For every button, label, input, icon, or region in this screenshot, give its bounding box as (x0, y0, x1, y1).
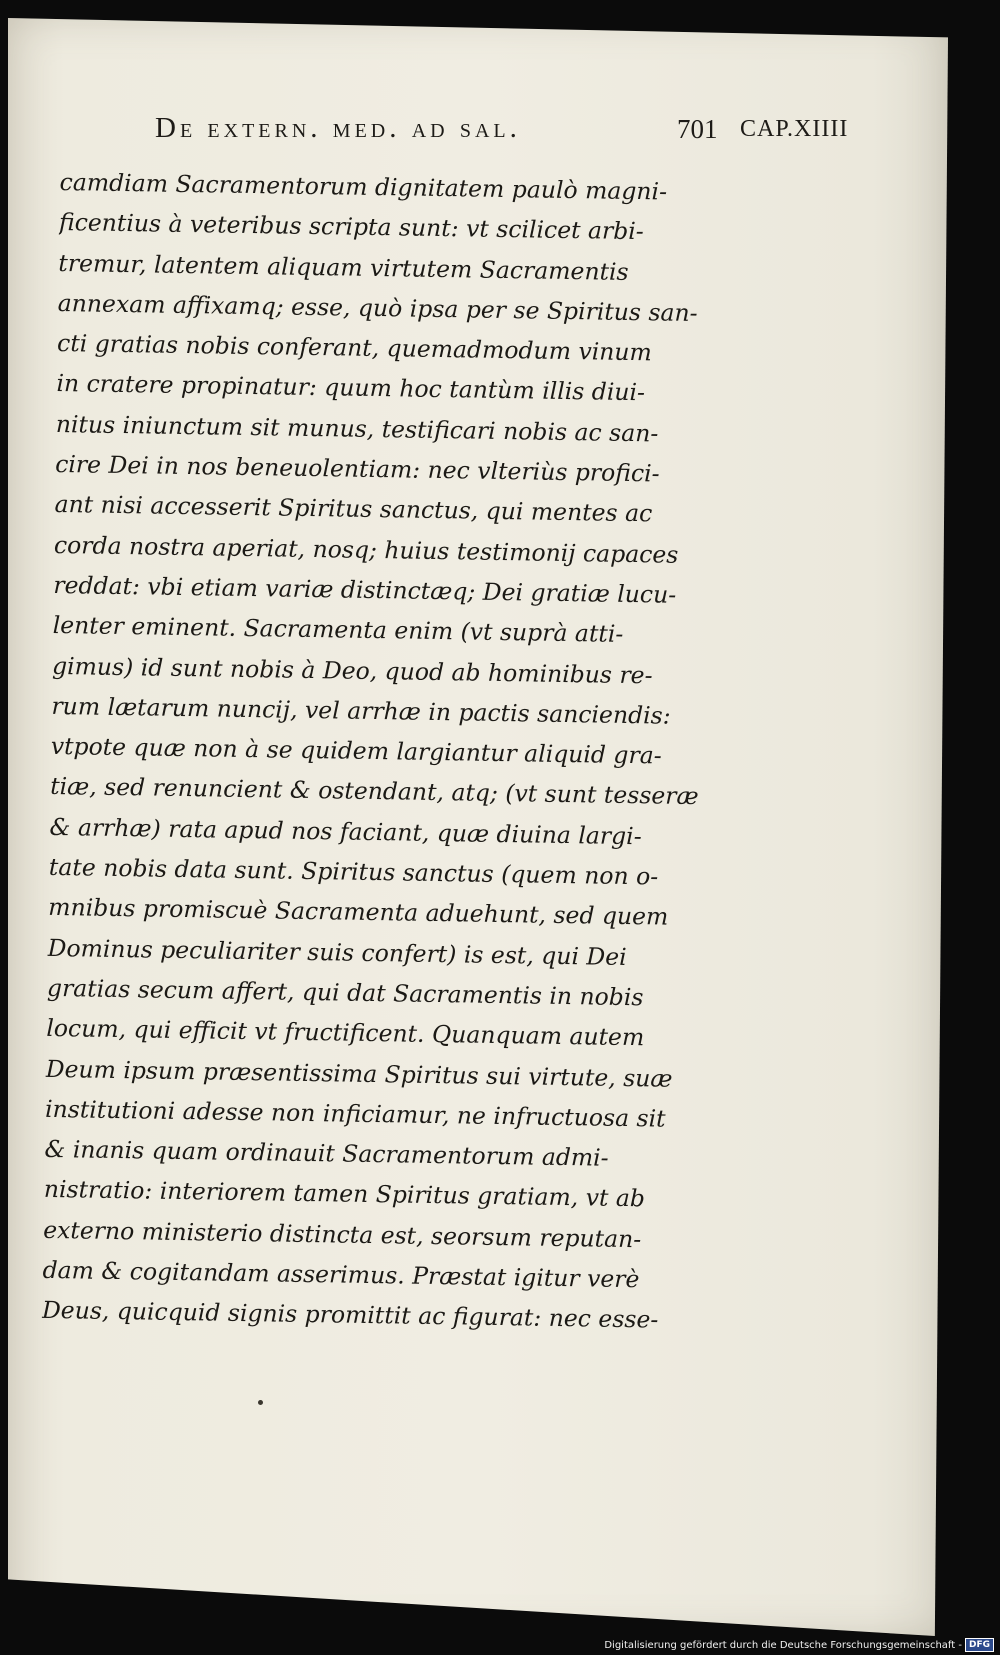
text-line: tiæ, sed renuncient & ostendant, atq; (vt sunt tesseræ (49, 772, 699, 811)
text-line: vtpote quæ non à se quidem largiantur aliquid gra- (50, 732, 662, 770)
dfg-logo: DFG (965, 1638, 994, 1652)
text-line: nitus iniunctum sit munus, testificari nobis ac san- (55, 409, 659, 448)
page-number: 701 (677, 114, 718, 144)
text-line: gimus) id sunt nobis à Deo, quod ab hominibus re- (51, 651, 653, 689)
text-line: rum lætarum nuncij, vel arrhæ in pactis sanciendis: (51, 691, 671, 730)
text-line: dam & cogitandam asserimus. Præstat igitur verè (42, 1255, 640, 1294)
text-line: annexam affixamq; esse, quò ipsa per se Spiritus san- (57, 288, 698, 327)
text-line: Deus, quicquid signis promittit ac figurat: nec esse- (41, 1296, 659, 1334)
text-line: cire Dei in nos beneuolentiam: nec vlteriùs profici- (55, 450, 660, 488)
text-line: cti gratias nobis conferant, quemadmodum vinum (56, 329, 653, 367)
body-text (42, 162, 750, 1341)
ink-speck (258, 1400, 263, 1405)
digitization-footer (604, 1638, 994, 1652)
text-line: & arrhæ) rata apud nos faciant, quæ diuina largi- (49, 812, 642, 850)
funding-credit: Digitalisierung gefördert durch die Deutsche Forschungsgemeinschaft - (604, 1639, 962, 1651)
text-line: Deum ipsum præsentissima Spiritus sui virtute, suæ (45, 1054, 673, 1093)
text-line: mnibus promiscuè Sacramenta aduehunt, sed quem (48, 893, 669, 931)
chapter-heading: CAP.XIIII (740, 116, 849, 142)
text-line: locum, qui efficit vt fructificent. Quanquam autem (46, 1014, 645, 1052)
text-line: in cratere propinatur: quum hoc tantùm illis diui- (56, 369, 646, 407)
running-title: De extern. med. ad sal. (155, 112, 521, 144)
text-line: reddat: vbi etiam variæ distinctæq; Dei gratiæ lucu- (53, 570, 677, 609)
text-line: & inanis quam ordinauit Sacramentorum admi- (44, 1135, 609, 1172)
text-line: camdiam Sacramentorum dignitatem paulò magni- (59, 167, 668, 206)
text-line: institutioni adesse non inficiamur, ne infructuosa sit (44, 1094, 666, 1133)
text-line: ant nisi accesserit Spiritus sanctus, qui mentes ac (54, 490, 653, 528)
text-line: corda nostra aperiat, nosq; huius testimonij capaces (53, 530, 679, 569)
text-line: lenter eminent. Sacramenta enim (vt suprà atti- (52, 611, 624, 649)
text-line: tate nobis data sunt. Spiritus sanctus (quem non o- (48, 852, 659, 891)
text-line: externo ministerio distincta est, seorsum reputan- (43, 1215, 642, 1253)
page-header (155, 112, 895, 154)
text-line: gratias secum affert, qui dat Sacramentis in nobis (46, 973, 644, 1012)
text-line: ficentius à veteribus scripta sunt: vt scilicet arbi- (58, 208, 644, 246)
text-line: nistratio: interiorem tamen Spiritus gratiam, vt ab (43, 1175, 646, 1213)
text-line: Dominus peculiariter suis confert) is est, qui Dei (47, 933, 627, 971)
text-line: tremur, latentem aliquam virtutem Sacramentis (58, 248, 629, 286)
